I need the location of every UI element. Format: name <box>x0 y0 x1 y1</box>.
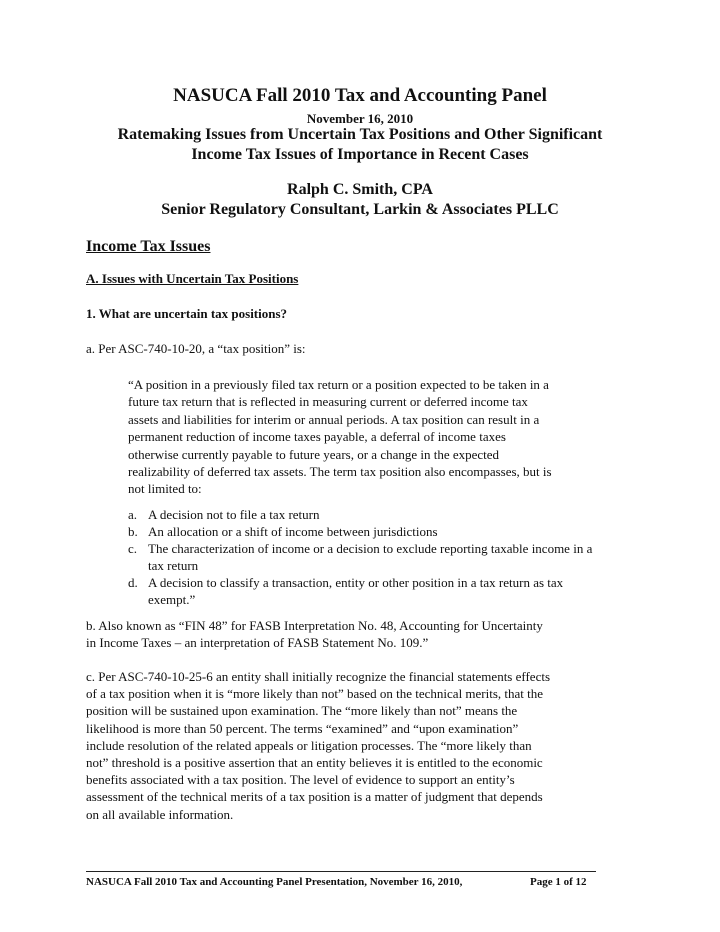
paragraph-line: b. Also known as “FIN 48” for FASB Interpretation No. 48, Accounting for Uncertainty <box>86 618 543 633</box>
paragraph-line: assessment of the technical merits of a tax position is a matter of judgment that depends <box>86 789 543 805</box>
author-title: Senior Regulatory Consultant, Larkin & Associates PLLC <box>161 201 559 218</box>
paragraph-line: not” threshold is a positive assertion that an entity believes it is entitled to the economic <box>86 755 543 771</box>
quote-line: “A position in a previously filed tax return or a position expected to be taken in a <box>128 377 549 392</box>
list-marker: b. <box>128 524 138 539</box>
subsection-heading: A. Issues with Uncertain Tax Positions <box>86 271 299 286</box>
definition-quote <box>128 376 608 498</box>
document-subtitle <box>0 125 720 165</box>
quote-line: assets and liabilities for interim or annual periods. A tax position can result in a <box>128 411 540 427</box>
list-item <box>128 540 648 574</box>
paragraph-line: in Income Taxes – an interpretation of FASB Statement No. 109.” <box>86 635 429 650</box>
subtitle-line: Ratemaking Issues from Uncertain Tax Positions and Other Significant <box>117 126 603 143</box>
list-item-line: exempt.” <box>148 592 196 607</box>
document-title: NASUCA Fall 2010 Tax and Accounting Panel <box>173 85 547 106</box>
list-marker: a. <box>128 507 138 522</box>
document-date: November 16, 2010 <box>306 111 414 126</box>
author-block <box>0 180 720 220</box>
list-marker: d. <box>128 575 138 590</box>
paragraph-line: c. Per ASC-740-10-25-6 an entity shall initially recognize the financial statements effects <box>86 669 551 684</box>
section-heading: Income Tax Issues <box>86 238 211 255</box>
quote-line: realizability of deferred tax assets. The term tax position also encompasses, but is <box>128 464 552 480</box>
question-heading: 1. What are uncertain tax positions? <box>86 306 288 321</box>
quote-line: permanent reduction of income taxes payable, a deferral of income taxes <box>128 429 506 445</box>
list-item <box>128 523 648 540</box>
paragraph-line: on all available information. <box>86 806 234 822</box>
list-item-line: An allocation or a shift of income between jurisdictions <box>148 524 438 539</box>
tax-position-list <box>128 506 648 608</box>
paragraph-a-intro: a. Per ASC-740-10-20, a “tax position” is: <box>86 341 306 356</box>
author-name: Ralph C. Smith, CPA <box>287 181 433 198</box>
list-item-line: A decision not to file a tax return <box>148 507 320 522</box>
page-number: Page 1 of 12 <box>530 876 587 888</box>
quote-line: not limited to: <box>128 481 202 497</box>
list-item-line: A decision to classify a transaction, entity or other position in a tax return as tax <box>148 575 564 590</box>
quote-line: future tax return that is reflected in measuring current or deferred income tax <box>128 394 528 410</box>
subtitle-line: Income Tax Issues of Importance in Recent Cases <box>191 146 529 163</box>
list-item <box>128 574 648 608</box>
footer-divider <box>86 871 596 872</box>
paragraph-line: benefits associated with a tax position. The level of evidence to support an entity’s <box>86 772 515 788</box>
footer-text: NASUCA Fall 2010 Tax and Accounting Panel Presentation, November 16, 2010, <box>86 876 463 888</box>
paragraph-line: include resolution of the related appeals or litigation processes. The “more likely than <box>86 737 532 753</box>
quote-line: otherwise currently payable to future years, or a change in the expected <box>128 446 500 462</box>
list-item-line: tax return <box>148 558 199 573</box>
paragraph-b <box>86 617 646 651</box>
list-marker: c. <box>128 541 138 556</box>
paragraph-c <box>86 668 646 823</box>
list-item-line: The characterization of income or a decision to exclude reporting taxable income in a <box>148 541 593 556</box>
paragraph-line: position will be sustained upon examination. The “more likely than not” means the <box>86 703 518 719</box>
paragraph-line: of a tax position when it is “more likely than not” based on the technical merits, that the <box>86 686 544 702</box>
paragraph-line: likelihood is more than 50 percent. The terms “examined” and “upon examination” <box>86 720 519 736</box>
list-item <box>128 506 648 523</box>
